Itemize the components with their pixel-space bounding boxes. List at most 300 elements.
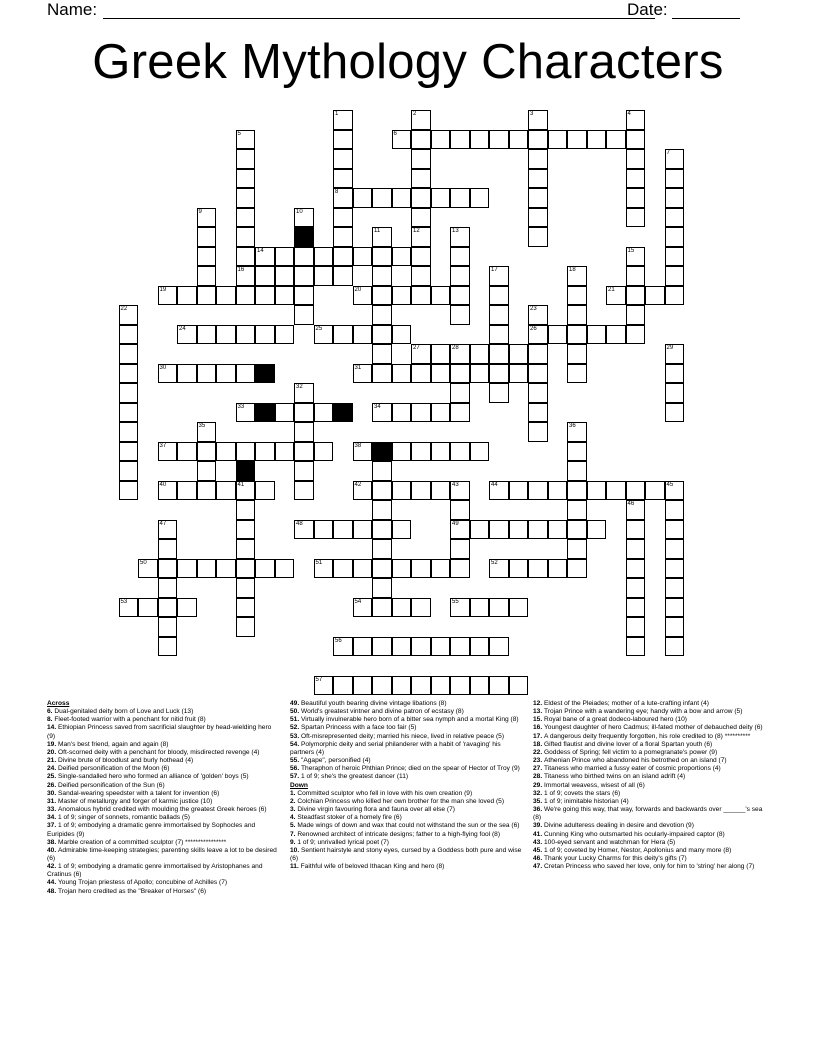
grid-cell[interactable] <box>294 461 314 481</box>
grid-cell[interactable] <box>372 500 392 520</box>
grid-cell[interactable] <box>197 325 217 345</box>
grid-cell[interactable] <box>489 520 509 540</box>
grid-cell[interactable] <box>158 520 178 540</box>
grid-cell[interactable] <box>567 559 587 579</box>
grid-cell[interactable] <box>626 520 646 540</box>
grid-cell[interactable] <box>548 559 568 579</box>
grid-cell[interactable] <box>158 286 178 306</box>
grid-cell[interactable] <box>509 481 529 501</box>
grid-cell[interactable] <box>216 481 236 501</box>
grid-cell[interactable] <box>314 520 334 540</box>
grid-cell[interactable] <box>216 442 236 462</box>
grid-cell[interactable] <box>333 676 353 696</box>
grid-cell[interactable] <box>606 286 626 306</box>
grid-cell[interactable] <box>333 520 353 540</box>
grid-cell[interactable] <box>450 598 470 618</box>
grid-cell[interactable] <box>119 403 139 423</box>
grid-cell[interactable] <box>372 676 392 696</box>
grid-cell[interactable] <box>587 481 607 501</box>
grid-cell[interactable] <box>470 637 490 657</box>
grid-cell[interactable] <box>236 539 256 559</box>
grid-cell[interactable] <box>665 637 685 657</box>
grid-cell[interactable] <box>158 637 178 657</box>
grid-cell[interactable] <box>372 286 392 306</box>
grid-cell[interactable] <box>528 227 548 247</box>
grid-cell[interactable] <box>489 383 509 403</box>
grid-cell[interactable] <box>489 676 509 696</box>
grid-cell[interactable] <box>528 325 548 345</box>
grid-cell[interactable] <box>548 481 568 501</box>
grid-cell[interactable] <box>567 286 587 306</box>
grid-cell[interactable] <box>158 598 178 618</box>
grid-cell[interactable] <box>528 383 548 403</box>
grid-cell[interactable] <box>587 130 607 150</box>
grid-cell[interactable] <box>392 676 412 696</box>
grid-cell[interactable] <box>665 481 685 501</box>
grid-cell[interactable] <box>470 364 490 384</box>
grid-cell[interactable] <box>548 130 568 150</box>
grid-cell[interactable] <box>450 364 470 384</box>
grid-cell[interactable] <box>470 188 490 208</box>
grid-cell[interactable] <box>236 520 256 540</box>
grid-cell[interactable] <box>509 520 529 540</box>
grid-cell[interactable] <box>567 305 587 325</box>
grid-cell[interactable] <box>372 364 392 384</box>
grid-cell[interactable] <box>333 110 353 130</box>
grid-cell[interactable] <box>255 481 275 501</box>
grid-cell[interactable] <box>158 559 178 579</box>
grid-cell[interactable] <box>411 559 431 579</box>
grid-cell[interactable] <box>255 442 275 462</box>
grid-cell[interactable] <box>489 598 509 618</box>
grid-cell[interactable] <box>411 403 431 423</box>
grid-cell[interactable] <box>216 286 236 306</box>
grid-cell[interactable] <box>665 364 685 384</box>
grid-cell[interactable] <box>411 344 431 364</box>
grid-cell[interactable] <box>119 305 139 325</box>
grid-cell[interactable] <box>333 227 353 247</box>
grid-cell[interactable] <box>626 247 646 267</box>
grid-cell[interactable] <box>177 325 197 345</box>
grid-cell[interactable] <box>509 598 529 618</box>
grid-cell[interactable] <box>411 364 431 384</box>
grid-cell[interactable] <box>177 286 197 306</box>
grid-cell[interactable] <box>236 266 256 286</box>
grid-cell[interactable] <box>528 149 548 169</box>
grid-cell[interactable] <box>665 383 685 403</box>
grid-cell[interactable] <box>119 364 139 384</box>
grid-cell[interactable] <box>236 617 256 637</box>
grid-cell[interactable] <box>626 539 646 559</box>
grid-cell[interactable] <box>431 188 451 208</box>
grid-cell[interactable] <box>158 617 178 637</box>
grid-cell[interactable] <box>665 247 685 267</box>
grid-cell[interactable] <box>119 325 139 345</box>
grid-cell[interactable] <box>528 188 548 208</box>
grid-cell[interactable] <box>177 442 197 462</box>
grid-cell[interactable] <box>567 481 587 501</box>
grid-cell[interactable] <box>528 208 548 228</box>
grid-cell[interactable] <box>645 481 665 501</box>
grid-cell[interactable] <box>177 364 197 384</box>
grid-cell[interactable] <box>236 364 256 384</box>
grid-cell[interactable] <box>489 637 509 657</box>
grid-cell[interactable] <box>528 130 548 150</box>
grid-cell[interactable] <box>158 578 178 598</box>
grid-cell[interactable] <box>372 344 392 364</box>
grid-cell[interactable] <box>509 559 529 579</box>
grid-cell[interactable] <box>509 676 529 696</box>
grid-cell[interactable] <box>158 364 178 384</box>
grid-cell[interactable] <box>587 520 607 540</box>
grid-cell[interactable] <box>626 130 646 150</box>
grid-cell[interactable] <box>470 676 490 696</box>
grid-cell[interactable] <box>626 305 646 325</box>
grid-cell[interactable] <box>138 559 158 579</box>
grid-cell[interactable] <box>606 325 626 345</box>
grid-cell[interactable] <box>392 130 412 150</box>
grid-cell[interactable] <box>138 598 158 618</box>
grid-cell[interactable] <box>509 130 529 150</box>
grid-cell[interactable] <box>353 364 373 384</box>
grid-cell[interactable] <box>665 520 685 540</box>
grid-cell[interactable] <box>197 247 217 267</box>
grid-cell[interactable] <box>294 403 314 423</box>
grid-cell[interactable] <box>236 403 256 423</box>
grid-cell[interactable] <box>665 403 685 423</box>
grid-cell[interactable] <box>294 520 314 540</box>
grid-cell[interactable] <box>411 637 431 657</box>
grid-cell[interactable] <box>489 266 509 286</box>
grid-cell[interactable] <box>528 481 548 501</box>
grid-cell[interactable] <box>489 305 509 325</box>
grid-cell[interactable] <box>314 325 334 345</box>
grid-cell[interactable] <box>489 364 509 384</box>
grid-cell[interactable] <box>470 520 490 540</box>
grid-cell[interactable] <box>450 266 470 286</box>
grid-cell[interactable] <box>372 578 392 598</box>
grid-cell[interactable] <box>236 169 256 189</box>
grid-cell[interactable] <box>294 481 314 501</box>
grid-cell[interactable] <box>450 676 470 696</box>
grid-cell[interactable] <box>567 520 587 540</box>
grid-cell[interactable] <box>450 383 470 403</box>
grid-cell[interactable] <box>158 442 178 462</box>
grid-cell[interactable] <box>450 188 470 208</box>
grid-cell[interactable] <box>548 520 568 540</box>
grid-cell[interactable] <box>528 110 548 130</box>
grid-cell[interactable] <box>255 247 275 267</box>
grid-cell[interactable] <box>392 520 412 540</box>
grid-cell[interactable] <box>626 578 646 598</box>
grid-cell[interactable] <box>372 403 392 423</box>
grid-cell[interactable] <box>275 325 295 345</box>
grid-cell[interactable] <box>450 286 470 306</box>
grid-cell[interactable] <box>392 247 412 267</box>
grid-cell[interactable] <box>567 344 587 364</box>
grid-cell[interactable] <box>197 481 217 501</box>
grid-cell[interactable] <box>333 169 353 189</box>
grid-cell[interactable] <box>372 520 392 540</box>
grid-cell[interactable] <box>119 422 139 442</box>
grid-cell[interactable] <box>567 422 587 442</box>
grid-cell[interactable] <box>275 442 295 462</box>
grid-cell[interactable] <box>333 130 353 150</box>
grid-cell[interactable] <box>665 559 685 579</box>
grid-cell[interactable] <box>626 110 646 130</box>
grid-cell[interactable] <box>314 559 334 579</box>
grid-cell[interactable] <box>392 286 412 306</box>
grid-cell[interactable] <box>411 130 431 150</box>
grid-cell[interactable] <box>236 130 256 150</box>
grid-cell[interactable] <box>353 559 373 579</box>
grid-cell[interactable] <box>314 266 334 286</box>
grid-cell[interactable] <box>294 286 314 306</box>
grid-cell[interactable] <box>567 461 587 481</box>
grid-cell[interactable] <box>392 598 412 618</box>
grid-cell[interactable] <box>509 364 529 384</box>
grid-cell[interactable] <box>314 676 334 696</box>
grid-cell[interactable] <box>392 403 412 423</box>
grid-cell[interactable] <box>314 442 334 462</box>
grid-cell[interactable] <box>333 266 353 286</box>
grid-cell[interactable] <box>177 559 197 579</box>
grid-cell[interactable] <box>275 247 295 267</box>
grid-cell[interactable] <box>626 481 646 501</box>
grid-cell[interactable] <box>275 286 295 306</box>
grid-cell[interactable] <box>411 481 431 501</box>
grid-cell[interactable] <box>255 325 275 345</box>
grid-cell[interactable] <box>333 325 353 345</box>
grid-cell[interactable] <box>665 539 685 559</box>
grid-cell[interactable] <box>197 227 217 247</box>
grid-cell[interactable] <box>528 520 548 540</box>
grid-cell[interactable] <box>119 481 139 501</box>
grid-cell[interactable] <box>470 442 490 462</box>
grid-cell[interactable] <box>236 481 256 501</box>
grid-cell[interactable] <box>197 286 217 306</box>
grid-cell[interactable] <box>645 286 665 306</box>
grid-cell[interactable] <box>626 286 646 306</box>
grid-cell[interactable] <box>372 637 392 657</box>
grid-cell[interactable] <box>236 598 256 618</box>
grid-cell[interactable] <box>489 344 509 364</box>
grid-cell[interactable] <box>528 305 548 325</box>
grid-cell[interactable] <box>392 364 412 384</box>
grid-cell[interactable] <box>411 442 431 462</box>
grid-cell[interactable] <box>665 149 685 169</box>
grid-cell[interactable] <box>333 637 353 657</box>
grid-cell[interactable] <box>314 403 334 423</box>
grid-cell[interactable] <box>470 344 490 364</box>
grid-cell[interactable] <box>353 481 373 501</box>
grid-cell[interactable] <box>353 325 373 345</box>
grid-cell[interactable] <box>392 325 412 345</box>
grid-cell[interactable] <box>411 208 431 228</box>
grid-cell[interactable] <box>489 559 509 579</box>
grid-cell[interactable] <box>411 266 431 286</box>
grid-cell[interactable] <box>197 364 217 384</box>
grid-cell[interactable] <box>450 403 470 423</box>
grid-cell[interactable] <box>255 559 275 579</box>
grid-cell[interactable] <box>177 598 197 618</box>
grid-cell[interactable] <box>333 247 353 267</box>
grid-cell[interactable] <box>489 325 509 345</box>
grid-cell[interactable] <box>431 481 451 501</box>
grid-cell[interactable] <box>353 637 373 657</box>
grid-cell[interactable] <box>236 442 256 462</box>
grid-cell[interactable] <box>236 500 256 520</box>
grid-cell[interactable] <box>372 227 392 247</box>
grid-cell[interactable] <box>411 286 431 306</box>
grid-cell[interactable] <box>665 169 685 189</box>
grid-cell[interactable] <box>353 286 373 306</box>
grid-cell[interactable] <box>665 208 685 228</box>
grid-cell[interactable] <box>665 286 685 306</box>
grid-cell[interactable] <box>294 305 314 325</box>
grid-cell[interactable] <box>626 617 646 637</box>
grid-cell[interactable] <box>411 110 431 130</box>
grid-cell[interactable] <box>567 442 587 462</box>
grid-cell[interactable] <box>255 266 275 286</box>
grid-cell[interactable] <box>431 676 451 696</box>
grid-cell[interactable] <box>450 559 470 579</box>
grid-cell[interactable] <box>587 325 607 345</box>
grid-cell[interactable] <box>333 149 353 169</box>
grid-cell[interactable] <box>665 578 685 598</box>
grid-cell[interactable] <box>470 598 490 618</box>
grid-cell[interactable] <box>353 598 373 618</box>
grid-cell[interactable] <box>528 422 548 442</box>
grid-cell[interactable] <box>236 325 256 345</box>
grid-cell[interactable] <box>431 286 451 306</box>
grid-cell[interactable] <box>665 188 685 208</box>
grid-cell[interactable] <box>528 169 548 189</box>
grid-cell[interactable] <box>275 559 295 579</box>
grid-cell[interactable] <box>392 481 412 501</box>
grid-cell[interactable] <box>626 559 646 579</box>
grid-cell[interactable] <box>236 227 256 247</box>
grid-cell[interactable] <box>411 676 431 696</box>
grid-cell[interactable] <box>528 403 548 423</box>
grid-cell[interactable] <box>626 149 646 169</box>
grid-cell[interactable] <box>450 481 470 501</box>
grid-cell[interactable] <box>528 364 548 384</box>
grid-cell[interactable] <box>489 286 509 306</box>
grid-cell[interactable] <box>665 617 685 637</box>
grid-cell[interactable] <box>431 344 451 364</box>
grid-cell[interactable] <box>665 500 685 520</box>
grid-cell[interactable] <box>411 169 431 189</box>
grid-cell[interactable] <box>372 305 392 325</box>
grid-cell[interactable] <box>119 461 139 481</box>
grid-cell[interactable] <box>450 130 470 150</box>
grid-cell[interactable] <box>606 481 626 501</box>
grid-cell[interactable] <box>489 481 509 501</box>
grid-cell[interactable] <box>411 227 431 247</box>
grid-cell[interactable] <box>197 559 217 579</box>
grid-cell[interactable] <box>392 188 412 208</box>
grid-cell[interactable] <box>294 442 314 462</box>
grid-cell[interactable] <box>372 481 392 501</box>
grid-cell[interactable] <box>626 325 646 345</box>
grid-cell[interactable] <box>372 266 392 286</box>
grid-cell[interactable] <box>372 188 392 208</box>
grid-cell[interactable] <box>450 442 470 462</box>
grid-cell[interactable] <box>567 266 587 286</box>
grid-cell[interactable] <box>411 149 431 169</box>
grid-cell[interactable] <box>236 188 256 208</box>
grid-cell[interactable] <box>431 403 451 423</box>
grid-cell[interactable] <box>626 169 646 189</box>
grid-cell[interactable] <box>626 500 646 520</box>
grid-cell[interactable] <box>236 559 256 579</box>
grid-cell[interactable] <box>158 539 178 559</box>
grid-cell[interactable] <box>392 637 412 657</box>
grid-cell[interactable] <box>314 247 334 267</box>
grid-cell[interactable] <box>353 676 373 696</box>
grid-cell[interactable] <box>626 208 646 228</box>
grid-cell[interactable] <box>411 598 431 618</box>
grid-cell[interactable] <box>372 539 392 559</box>
grid-cell[interactable] <box>353 247 373 267</box>
grid-cell[interactable] <box>567 539 587 559</box>
grid-cell[interactable] <box>450 637 470 657</box>
grid-cell[interactable] <box>606 130 626 150</box>
grid-cell[interactable] <box>548 325 568 345</box>
grid-cell[interactable] <box>489 130 509 150</box>
grid-cell[interactable] <box>236 578 256 598</box>
grid-cell[interactable] <box>197 442 217 462</box>
grid-cell[interactable] <box>450 344 470 364</box>
grid-cell[interactable] <box>119 383 139 403</box>
grid-cell[interactable] <box>236 286 256 306</box>
grid-cell[interactable] <box>665 344 685 364</box>
grid-cell[interactable] <box>392 559 412 579</box>
grid-cell[interactable] <box>197 461 217 481</box>
grid-cell[interactable] <box>372 461 392 481</box>
grid-cell[interactable] <box>450 500 470 520</box>
grid-cell[interactable] <box>333 208 353 228</box>
grid-cell[interactable] <box>119 442 139 462</box>
grid-cell[interactable] <box>411 247 431 267</box>
grid-cell[interactable] <box>216 559 236 579</box>
grid-cell[interactable] <box>626 598 646 618</box>
grid-cell[interactable] <box>294 208 314 228</box>
grid-cell[interactable] <box>197 208 217 228</box>
grid-cell[interactable] <box>216 325 236 345</box>
grid-cell[interactable] <box>450 520 470 540</box>
grid-cell[interactable] <box>431 130 451 150</box>
grid-cell[interactable] <box>626 266 646 286</box>
grid-cell[interactable] <box>528 344 548 364</box>
grid-cell[interactable] <box>353 520 373 540</box>
grid-cell[interactable] <box>255 286 275 306</box>
grid-cell[interactable] <box>431 637 451 657</box>
grid-cell[interactable] <box>431 364 451 384</box>
grid-cell[interactable] <box>294 266 314 286</box>
grid-cell[interactable] <box>294 247 314 267</box>
grid-cell[interactable] <box>626 637 646 657</box>
grid-cell[interactable] <box>158 481 178 501</box>
grid-cell[interactable] <box>119 598 139 618</box>
grid-cell[interactable] <box>275 266 295 286</box>
grid-cell[interactable] <box>665 266 685 286</box>
grid-cell[interactable] <box>450 227 470 247</box>
grid-cell[interactable] <box>236 208 256 228</box>
grid-cell[interactable] <box>119 344 139 364</box>
grid-cell[interactable] <box>236 247 256 267</box>
